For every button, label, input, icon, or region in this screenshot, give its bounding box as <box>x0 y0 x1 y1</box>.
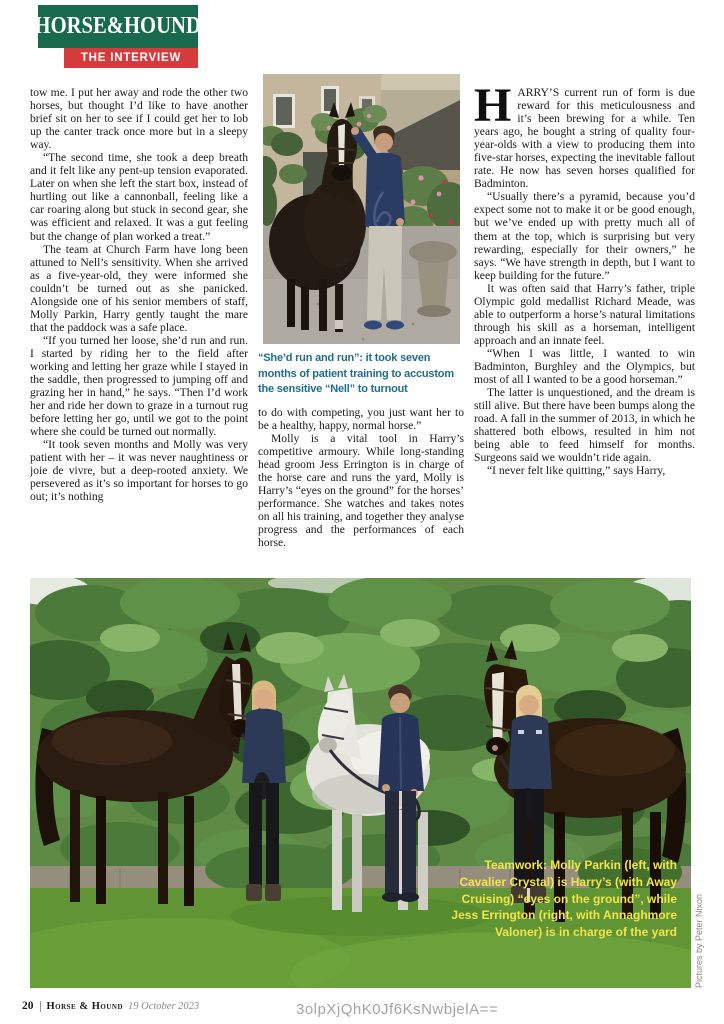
top-photo-caption: “She’d run and run”: it took seven months of patient training to accustom the sensitive “Nell” to turnout <box>258 352 454 396</box>
interview-photo <box>263 74 460 344</box>
column-2 <box>258 406 464 578</box>
footer-issue-date: 19 October 2023 <box>128 1001 200 1012</box>
interview-photo-illustration <box>263 74 460 344</box>
paragraph: “It took seven months and Molly was very patient with her – it was never naughtiness or joie de vivre, but a deep-rooted anxiety. We persevered as it’s so important for horses to go out; it’s nothing <box>30 438 248 504</box>
paragraph: Molly is a vital tool in Harry’s competitive armoury. While long-standing head groom Jess Errington is in charge of the horse care and runs the yard, Molly is Harry’s “eyes on the ground” for the horses’ performance. She watches and takes notes on all his training, and together they analyse progress and the performances of each horse. <box>258 432 464 550</box>
paragraph: “When I was little, I wanted to win Badminton, Burghley and the Olympics, but most of all I wanted to be a good horseman.” <box>474 346 695 387</box>
paragraph-text: ARRY’S current run of form is due reward for this meticulousness and it’s been brewing for a while. Ten years ago, he bought a string of quality four-year-olds with a view to producing them into five-star horses, expecting the inevitable fallout rate. He now has seven horses qualified for Badminton. <box>474 86 695 191</box>
masthead-title: HORSE&HOUND <box>34 13 202 39</box>
paragraph: It was often said that Harry’s father, triple Olympic gold medallist Richard Meade, was able to outperform a horse’s natural limitations through his skill as a horseman, intelligent approach and an innate feel. <box>474 281 695 347</box>
paragraph-dropcap <box>474 86 695 190</box>
masthead <box>34 5 202 68</box>
paragraph: tow me. I put her away and rode the other two horses, but thought I’d like to have another brief sit on her to see if I could get her to lob up the canter track once more but in a sleepy way. <box>30 86 248 152</box>
paragraph: The latter is unquestioned, and the dream is still alive. But there have been bumps along the road. A fall in the summer of 2013, in which he shattered both elbows, resulted in him not being able to feed himself for months. Surgeons said we wouldn’t ride again. <box>474 386 695 465</box>
masthead-banner <box>34 5 202 48</box>
paragraph: “Usually there’s a pyramid, because you’d expect some not to make it or be good enough, but we’ve ended up with pretty much all of them at the top, which is surprising but very rewarding, especially for their owners,” he says. “We have strength in depth, but I want to keep building for the future.” <box>474 190 695 282</box>
page-number: 20 <box>22 1000 34 1012</box>
paragraph: to do with competing, you just want her to be a healthy, happy, normal horse.” <box>258 406 464 433</box>
section-banner <box>64 48 198 68</box>
section-label: THE INTERVIEW <box>80 52 182 64</box>
paragraph: “If you turned her loose, she’d run and run. I started by riding her to the field after working and letting her graze while I stayed in the saddle, then progressed to jumping off and grazing her in hand,” he says. “Then I’d work her and ride her down to graze in a turnout rug before letting her go, until we got to the point where she could be turned out normally. <box>30 333 248 439</box>
paragraph: “I never felt like quitting,” says Harry, <box>487 464 666 478</box>
footer <box>22 1000 199 1012</box>
drop-cap: H <box>474 86 512 132</box>
bottom-photo-caption: Teamwork: Molly Parkin (left, with Cavalier Crystal) is Harry’s (with Away Cruising) “eyes on the ground”, while Jess Errington (right, with Annaghmore Valoner) is in charge of the yard <box>451 858 677 940</box>
footer-magazine-name: Horse & Hound <box>46 1001 124 1012</box>
paragraph: “The second time, she took a deep breath and it felt like any pent-up tension evaporated. Later on when she left the start box, instead of hurtling out like a cannonball, feeling like a car roaring along but stuck in second gear, she was efficient and relaxed. It was a gut feeling but the change of plan worked a treat.” <box>30 151 248 243</box>
column-3 <box>474 86 695 578</box>
column-1 <box>30 86 248 578</box>
footer-divider <box>40 1001 41 1012</box>
photo-credit: Pictures by Peter Nixon <box>694 893 704 988</box>
paragraph: The team at Church Farm have long been attuned to Nell’s sensitivity. When she arrived as a five-year-old, they were informed she couldn’t be turned out as she panicked. Alongside one of his senior members of staff, Molly Parkin, Harry gently taught the mare that the paddock was a safe place. <box>30 242 248 334</box>
watermark-text: 3olpXjQhK0Jf6KsNwbjelA== <box>296 1001 499 1018</box>
